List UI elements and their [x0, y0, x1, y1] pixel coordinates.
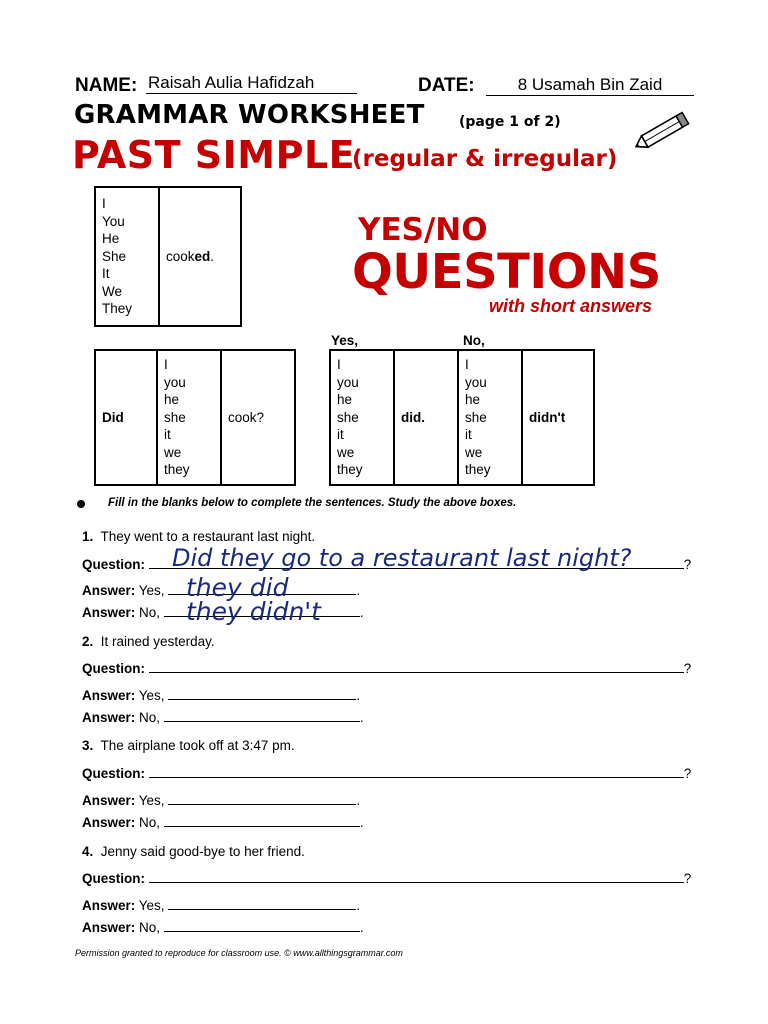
pronoun: you	[337, 374, 359, 390]
period: .	[356, 793, 361, 808]
footer-permission: Permission granted to reproduce for classroom use. © www.allthingsgrammar.com	[75, 948, 403, 958]
answer-label: Answer:	[82, 710, 136, 725]
pronoun: it	[337, 427, 344, 443]
question-mark: ?	[683, 766, 692, 781]
pencil-icon	[632, 108, 696, 154]
aux-cell: Did	[95, 350, 157, 485]
yes-label: Yes,	[138, 583, 165, 598]
questions-heading: QUESTIONS	[352, 244, 661, 300]
verb-end: .	[210, 249, 215, 264]
name-field[interactable]: Raisah Aulia Hafidzah	[146, 73, 357, 94]
pronoun: she	[465, 409, 487, 425]
pronoun: she	[337, 409, 359, 425]
pronoun: it	[465, 427, 472, 443]
answer-label: Answer:	[82, 898, 136, 913]
pronoun: he	[337, 392, 353, 408]
item-1-prompt	[82, 529, 315, 544]
pronoun: We	[102, 283, 123, 299]
pronoun: it	[164, 427, 171, 443]
handwritten-question-answer: Did they go to a restaurant last night?	[172, 544, 632, 572]
no-label: No,	[139, 605, 161, 620]
item-number: 1.	[82, 529, 94, 544]
bullet-icon	[77, 500, 85, 508]
no-blank[interactable]	[164, 814, 360, 827]
pronoun-column	[157, 350, 221, 485]
period: .	[359, 710, 364, 725]
short-answer-table	[329, 349, 595, 486]
no-blank[interactable]	[164, 919, 360, 932]
pronoun: He	[102, 231, 120, 247]
no-blank[interactable]	[164, 709, 360, 722]
question-label: Question:	[82, 557, 145, 572]
did-cell: did.	[394, 350, 458, 485]
question-label: Question:	[82, 661, 145, 676]
didnt-cell: didn't	[522, 350, 594, 485]
no-pronoun-column	[458, 350, 522, 485]
item-2-yes-row	[82, 687, 360, 703]
item-number: 3.	[82, 738, 94, 753]
item-3-prompt	[82, 738, 295, 753]
item-number: 2.	[82, 634, 94, 649]
answer-label: Answer:	[82, 793, 136, 808]
yes-label: Yes,	[138, 898, 165, 913]
topic-subtitle: (regular & irregular)	[352, 146, 618, 172]
item-number: 4.	[82, 844, 94, 859]
question-mark: ?	[683, 557, 692, 572]
answer-label: Answer:	[82, 605, 136, 620]
item-4-question-row	[82, 870, 691, 886]
item-2-prompt	[82, 634, 215, 649]
pronoun: we	[164, 444, 182, 460]
pronoun: they	[164, 462, 190, 478]
item-2-question-row	[82, 660, 691, 676]
period: .	[359, 815, 364, 830]
worksheet-title: GRAMMAR WORKSHEET	[74, 100, 425, 130]
question-structure-table	[94, 349, 296, 486]
period: .	[356, 688, 361, 703]
item-3-no-row	[82, 814, 364, 830]
item-sentence: The airplane took off at 3:47 pm.	[100, 738, 295, 753]
verb-suffix: ed	[194, 249, 211, 264]
instructions: Fill in the blanks below to complete the sentences. Study the above boxes.	[108, 497, 517, 509]
handwritten-yes-answer: they did	[186, 573, 289, 602]
yes-label: Yes,	[138, 793, 165, 808]
name-label: NAME:	[75, 75, 138, 96]
period: .	[356, 898, 361, 913]
question-blank[interactable]	[149, 660, 684, 673]
page-indicator: (page 1 of 2)	[459, 114, 561, 130]
question-blank[interactable]	[149, 765, 684, 778]
topic-title: PAST SIMPLE	[72, 133, 356, 177]
period: .	[359, 605, 364, 620]
no-label: No,	[139, 920, 161, 935]
pronoun: I	[102, 196, 106, 212]
pronoun: she	[164, 409, 186, 425]
handwritten-no-answer: they didn't	[186, 597, 321, 626]
pronoun: You	[102, 213, 125, 229]
answer-label: Answer:	[82, 815, 136, 830]
yes-blank[interactable]	[168, 792, 356, 805]
short-answers-subheading: with short answers	[489, 296, 653, 316]
pronoun: It	[102, 266, 110, 282]
pronoun: he	[465, 392, 481, 408]
no-label: No,	[139, 815, 161, 830]
yes-pronoun-column	[330, 350, 394, 485]
item-4-prompt	[82, 844, 305, 859]
answer-label: Answer:	[82, 920, 136, 935]
item-4-no-row	[82, 919, 364, 935]
item-sentence: They went to a restaurant last night.	[100, 529, 316, 544]
pronoun: you	[164, 374, 186, 390]
yes-label: Yes,	[138, 688, 165, 703]
verb-base: cook	[166, 249, 195, 264]
pronoun: they	[465, 462, 491, 478]
yes-label: Yes,	[331, 333, 359, 348]
question-mark: ?	[683, 871, 692, 886]
period: .	[356, 583, 361, 598]
pronoun: they	[337, 462, 363, 478]
yes-blank[interactable]	[168, 897, 356, 910]
item-3-question-row	[82, 765, 691, 781]
answer-label: Answer:	[82, 688, 136, 703]
pronoun: he	[164, 392, 180, 408]
pronoun: we	[465, 444, 483, 460]
question-label: Question:	[82, 766, 145, 781]
question-blank[interactable]	[149, 870, 684, 883]
pronoun: I	[337, 357, 341, 373]
pronoun: They	[102, 301, 133, 317]
date-label: DATE:	[418, 75, 475, 96]
pronoun: I	[164, 357, 168, 373]
verb-cell	[159, 187, 241, 326]
verb-cell: cook?	[221, 350, 295, 485]
item-2-no-row	[82, 709, 364, 725]
item-3-yes-row	[82, 792, 360, 808]
pronoun: I	[465, 357, 469, 373]
answer-label: Answer:	[82, 583, 136, 598]
pronoun: She	[102, 248, 127, 264]
yes-blank[interactable]	[168, 687, 356, 700]
date-field[interactable]: 8 Usamah Bin Zaid	[486, 75, 694, 96]
question-mark: ?	[683, 661, 692, 676]
pronoun: we	[337, 444, 355, 460]
item-4-yes-row	[82, 897, 360, 913]
item-sentence: It rained yesterday.	[100, 634, 215, 649]
yes-no-heading: YES/NO	[358, 212, 488, 248]
question-label: Question:	[82, 871, 145, 886]
no-label: No,	[463, 333, 485, 348]
pronoun-column	[95, 187, 159, 326]
conjugation-table-affirmative	[94, 186, 242, 327]
period: .	[359, 920, 364, 935]
item-sentence: Jenny said good-bye to her friend.	[100, 844, 305, 859]
pronoun: you	[465, 374, 487, 390]
no-label: No,	[139, 710, 161, 725]
